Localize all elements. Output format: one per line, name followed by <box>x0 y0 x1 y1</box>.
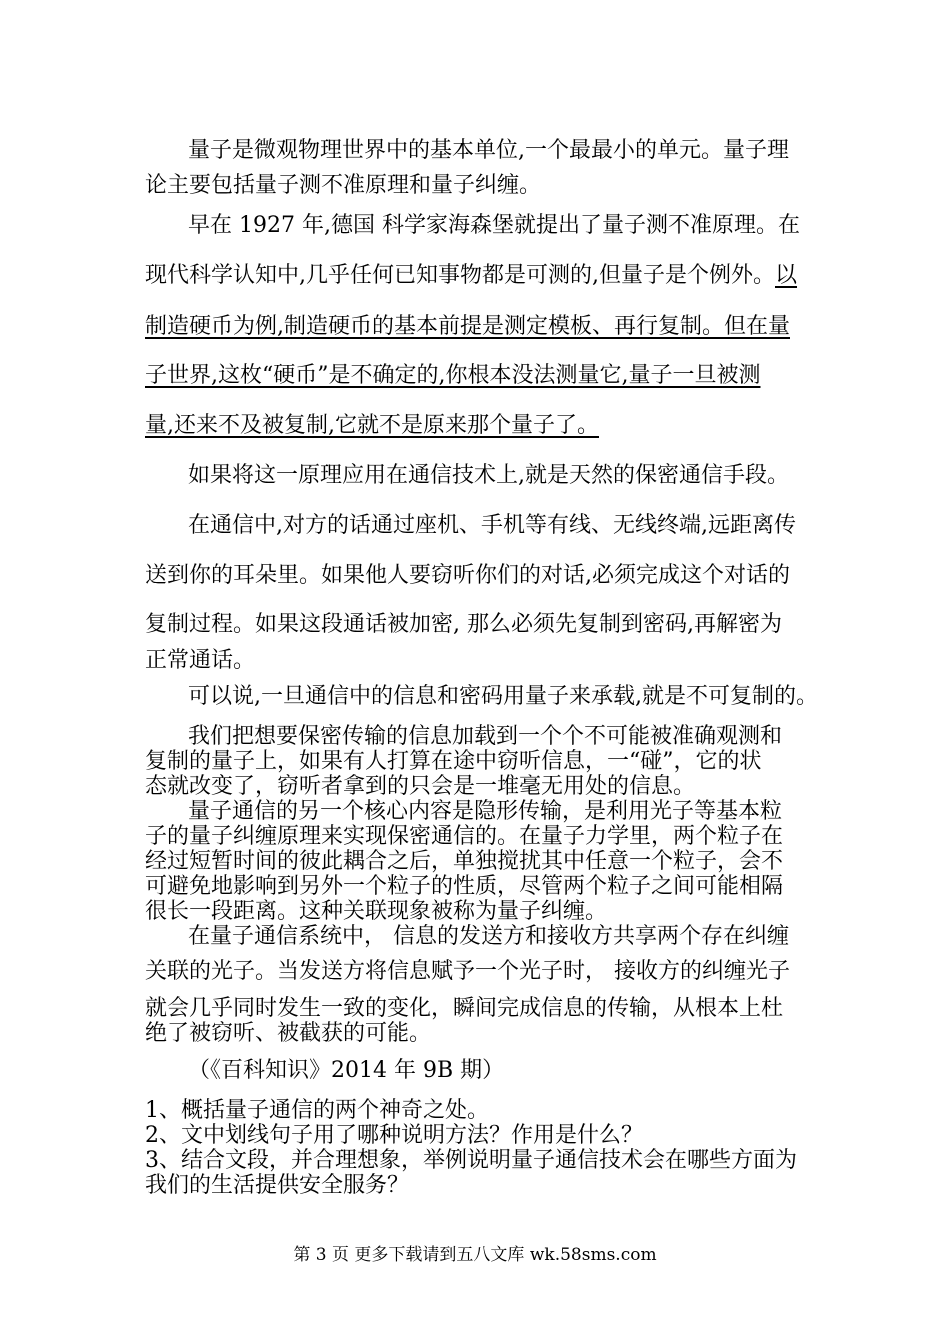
paragraph-4-line-3: 复制过程。如果这段通话被加密, 那么必须先复制到密码,再解密为 <box>145 612 782 637</box>
question-2: 2、文中划线句子用了哪种说明方法？作用是什么？ <box>145 1123 643 1148</box>
paragraph-8-line-1: 在量子通信系统中， 信息的发送方和接收方共享两个存在纠缠 <box>188 924 789 949</box>
paragraph-8-line-2: 关联的光子。当发送方将信息赋予一个光子时， 接收方的纠缠光子 <box>145 959 790 984</box>
paragraph-4-line-1: 在通信中,对方的话通过座机、手机等有线、无线终端,远距离传 <box>188 513 796 538</box>
question-3-line-2: 我们的生活提供安全服务？ <box>145 1173 410 1198</box>
paragraph-7-line-3: 经过短暂时间的彼此耦合之后，单独搅扰其中任意一个粒子，会不 <box>145 849 784 874</box>
source-citation: （《百科知识》2014 年 9B 期） <box>188 1058 505 1083</box>
paragraph-6-line-1: 我们把想要保密传输的信息加载到一个个不可能被准确观测和 <box>188 724 783 749</box>
paragraph-1-line-2: 论主要包括量子测不准原理和量子纠缠。 <box>145 173 542 198</box>
paragraph-4-line-2: 送到你的耳朵里。如果他人要窃听你们的对话,必须完成这个对话的 <box>145 563 790 588</box>
underlined-sentence-line-2: 子世界,这枚“硬币”是不确定的,你根本没法测量它,量子一旦被测 <box>145 363 761 388</box>
underlined-sentence-line-1: 制造硬币为例,制造硬币的基本前提是测定模板、再行复制。但在量 <box>145 314 790 339</box>
paragraph-6-line-3: 态就改变了，窃听者拿到的只会是一堆毫无用处的信息。 <box>145 774 696 799</box>
paragraph-8-line-4: 绝了被窃听、被截获的可能。 <box>145 1021 432 1046</box>
page-footer: 第 3 页 更多下载请到五八文库 wk.58sms.com <box>293 1245 657 1265</box>
paragraph-8-line-3: 就会几乎同时发生一致的变化，瞬间完成信息的传输，从根本上杜 <box>145 996 784 1021</box>
question-3-line-1: 3、结合文段，并合理想象，举例说明量子通信技术会在哪些方面为 <box>145 1148 797 1173</box>
underlined-sentence-start: 以 <box>775 263 798 288</box>
paragraph-6-line-2: 复制的量子上，如果有人打算在途中窃听信息，一“碰”，它的状 <box>145 749 762 774</box>
paragraph-2-line-2-text: 现代科学认知中,几乎任何已知事物都是可测的,但量子是个例外。 <box>145 263 775 288</box>
paragraph-7-line-4: 可避免地影响到另外一个粒子的性质，尽管两个粒子之间可能相隔 <box>145 874 784 899</box>
paragraph-2-line-2 <box>145 262 810 290</box>
underlined-sentence-line-3: 量,还来不及被复制,它就不是原来那个量子了。 <box>145 413 599 438</box>
paragraph-7-line-5: 很长一段距离。这种关联现象被称为量子纠缠。 <box>145 899 608 924</box>
paragraph-3: 如果将这一原理应用在通信技术上,就是天然的保密通信手段。 <box>188 463 789 488</box>
paragraph-4-line-4: 正常通话。 <box>145 648 256 673</box>
paragraph-2-line-1: 早在 1927 年,德国 科学家海森堡就提出了量子测不准原理。在 <box>188 213 800 238</box>
paragraph-1-line-1: 量子是微观物理世界中的基本单位,一个最最小的单元。量子理 <box>188 138 789 163</box>
paragraph-5: 可以说,一旦通信中的信息和密码用量子来承载,就是不可复制的。 <box>188 684 818 709</box>
paragraph-7-line-1: 量子通信的另一个核心内容是隐形传输，是利用光子等基本粒 <box>188 799 783 824</box>
question-1: 1、概括量子通信的两个神奇之处。 <box>145 1098 489 1123</box>
paragraph-7-line-2: 子的量子纠缠原理来实现保密通信的。在量子力学里，两个粒子在 <box>145 824 784 849</box>
